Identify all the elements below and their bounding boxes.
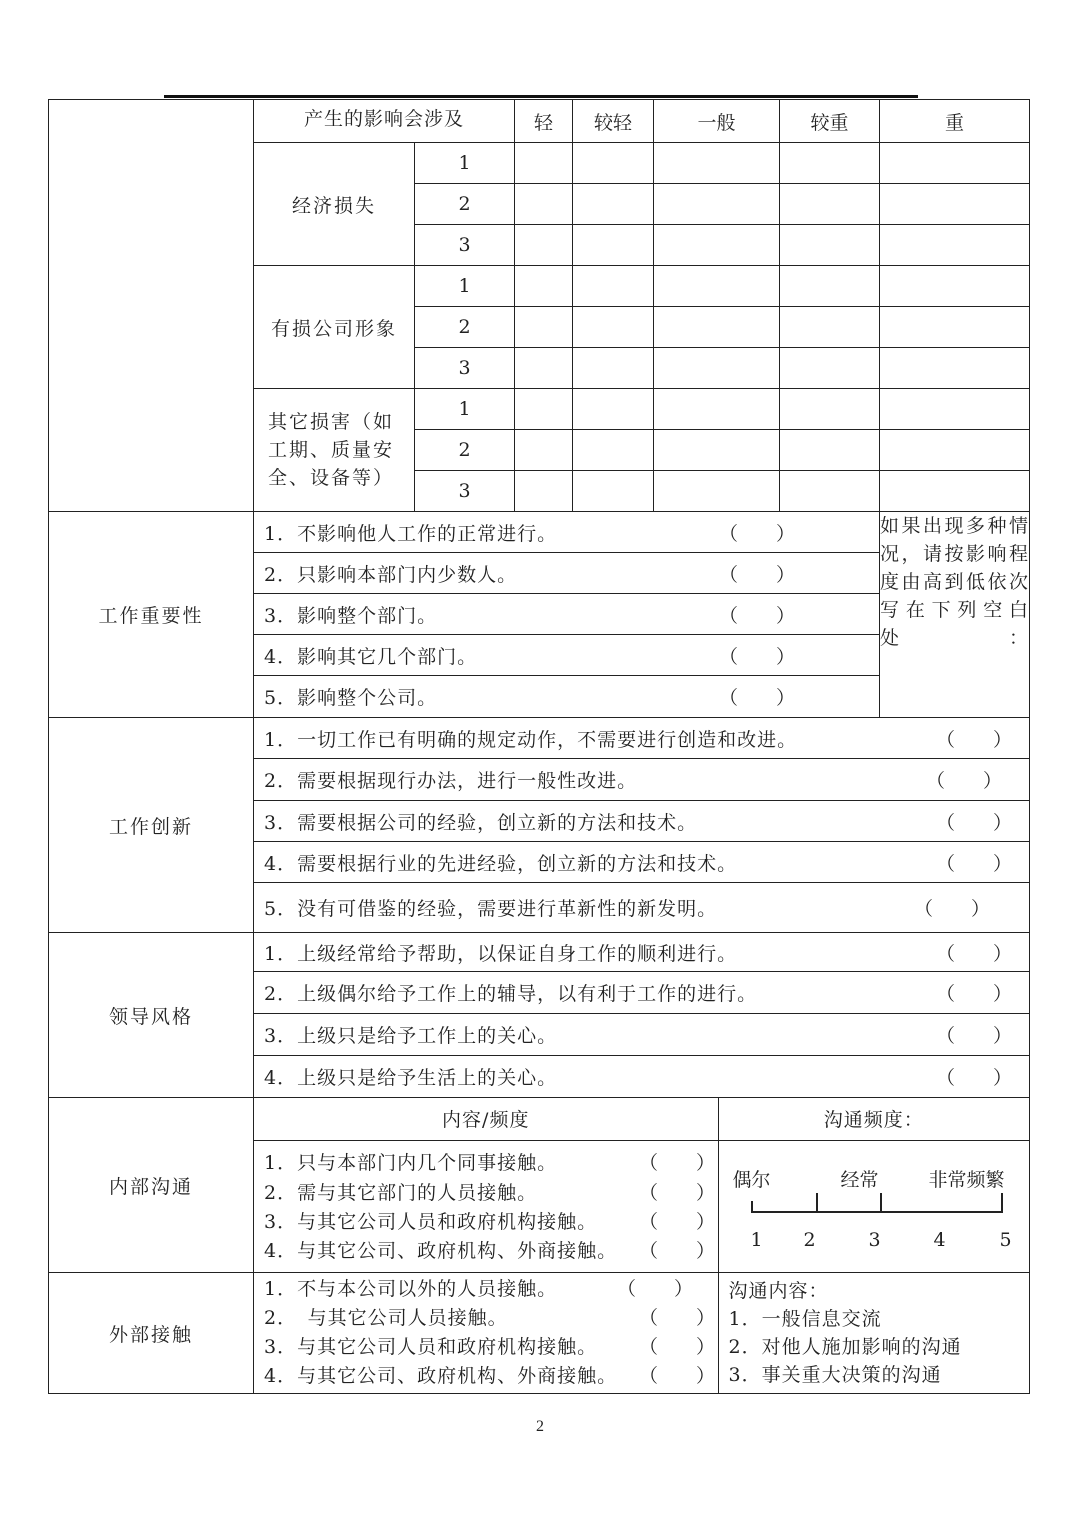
external-block xyxy=(254,1273,1030,1394)
option-item[interactable]: 1．一切工作已有明确的规定动作，不需要进行创造和改进。 （ ） xyxy=(264,728,1013,751)
scale-number: 1 xyxy=(750,1228,763,1251)
rating-cell[interactable] xyxy=(515,389,573,430)
scale-label-often: 经常 xyxy=(840,1168,879,1191)
page-number: 2 xyxy=(536,1418,544,1435)
rating-cell[interactable] xyxy=(780,389,880,430)
rating-cell[interactable] xyxy=(654,225,780,266)
scale-tick xyxy=(816,1193,818,1213)
rating-cell[interactable] xyxy=(515,348,573,389)
section-title-importance: 工作重要性 xyxy=(49,512,254,718)
row-number: 2 xyxy=(415,184,515,225)
option-item[interactable]: 1．只与本部门内几个同事接触。 （ ） xyxy=(264,1152,716,1174)
option-item[interactable]: 1．不与本公司以外的人员接触。 （ ） xyxy=(264,1278,694,1300)
option-item[interactable]: 4．与其它公司、政府机构、外商接触。 （ ） xyxy=(264,1364,716,1387)
scale-number: 4 xyxy=(933,1228,946,1251)
rating-cell[interactable] xyxy=(573,471,654,512)
scale-number: 3 xyxy=(868,1228,881,1251)
option-item[interactable]: 5．影响整个公司。 （ ） xyxy=(264,687,796,709)
rating-cell[interactable] xyxy=(654,430,780,471)
rating-cell[interactable] xyxy=(780,471,880,512)
content-header: 内容/频度 xyxy=(254,1098,718,1140)
option-item[interactable]: 3．影响整个部门。 （ ） xyxy=(264,604,796,627)
rating-cell[interactable] xyxy=(654,307,780,348)
option-item[interactable]: 2． 与其它公司人员接触。 （ ） xyxy=(264,1307,716,1329)
scale-axis xyxy=(751,1211,1003,1213)
category-label: 经济损失 xyxy=(254,143,415,266)
section-title-innovation: 工作创新 xyxy=(49,718,254,933)
scale-tick xyxy=(1001,1193,1003,1213)
rating-cell[interactable] xyxy=(515,184,573,225)
row-number: 3 xyxy=(415,471,515,512)
internal-block xyxy=(254,1098,1030,1273)
rating-cell[interactable] xyxy=(780,307,880,348)
option-item[interactable]: 1．上级经常给予帮助，以保证自身工作的顺利进行。 （ ） xyxy=(264,942,1013,965)
level-header: 较轻 xyxy=(573,100,654,143)
rating-cell[interactable] xyxy=(880,348,1030,389)
scale-number: 5 xyxy=(999,1228,1012,1251)
scale-label-very-frequent: 非常频繁 xyxy=(928,1168,1005,1191)
rating-cell[interactable] xyxy=(573,266,654,307)
option-item[interactable]: 1．不影响他人工作的正常进行。 （ ） xyxy=(264,522,796,545)
category-label: 有损公司形象 xyxy=(254,266,415,389)
scale-tick xyxy=(880,1193,882,1213)
rating-cell[interactable] xyxy=(515,266,573,307)
row-number: 3 xyxy=(415,225,515,266)
rating-cell[interactable] xyxy=(880,184,1030,225)
option-item[interactable]: 4．影响其它几个部门。 （ ） xyxy=(264,645,796,668)
communication-content xyxy=(718,1273,1029,1393)
rating-cell[interactable] xyxy=(573,143,654,184)
option-item[interactable]: 3．需要根据公司的经验，创立新的方法和技术。 （ ） xyxy=(264,811,1013,834)
category-label: 其它损害（如工期、质量安全、设备等） xyxy=(254,389,415,512)
top-rule xyxy=(164,95,918,98)
level-header: 一般 xyxy=(654,100,780,143)
row-number: 2 xyxy=(415,430,515,471)
rating-cell[interactable] xyxy=(573,430,654,471)
content-item: 2．对他人施加影响的沟通 xyxy=(728,1336,962,1358)
section-title-leadership: 领导风格 xyxy=(49,933,254,1098)
row-number: 1 xyxy=(415,143,515,184)
rating-cell[interactable] xyxy=(880,307,1030,348)
rating-cell[interactable] xyxy=(654,389,780,430)
importance-options xyxy=(254,512,880,718)
impact-header-label: 产生的影响会涉及 xyxy=(254,100,515,143)
rating-cell[interactable] xyxy=(654,471,780,512)
rating-cell[interactable] xyxy=(654,348,780,389)
innovation-options xyxy=(254,718,1030,933)
option-item[interactable]: 3．与其它公司人员和政府机构接触。 （ ） xyxy=(264,1336,716,1358)
option-item[interactable]: 4．与其它公司、政府机构、外商接触。 （ ） xyxy=(264,1239,716,1262)
rating-cell[interactable] xyxy=(780,225,880,266)
rating-cell[interactable] xyxy=(573,225,654,266)
rating-cell[interactable] xyxy=(880,225,1030,266)
rating-cell[interactable] xyxy=(515,430,573,471)
rating-cell[interactable] xyxy=(780,143,880,184)
rating-cell[interactable] xyxy=(880,389,1030,430)
option-item[interactable]: 2．上级偶尔给予工作上的辅导，以有利于工作的进行。 （ ） xyxy=(264,983,1013,1005)
section-title-internal: 内部沟通 xyxy=(49,1098,254,1273)
section-title-external: 外部接触 xyxy=(49,1273,254,1394)
option-item[interactable]: 4．上级只是给予生活上的关心。 （ ） xyxy=(264,1067,1013,1089)
rating-cell[interactable] xyxy=(780,266,880,307)
job-evaluation-table xyxy=(48,99,1030,1394)
scale-number: 2 xyxy=(803,1228,816,1251)
row-number: 2 xyxy=(415,307,515,348)
rating-cell[interactable] xyxy=(573,389,654,430)
rating-cell[interactable] xyxy=(880,266,1030,307)
rating-cell[interactable] xyxy=(880,471,1030,512)
row-number: 1 xyxy=(415,266,515,307)
frequency-header: 沟通频度： xyxy=(718,1098,1029,1140)
content-item: 3．事关重大决策的沟通 xyxy=(728,1364,942,1386)
option-item[interactable]: 3．与其它公司人员和政府机构接触。 （ ） xyxy=(264,1210,716,1233)
rating-cell[interactable] xyxy=(880,143,1030,184)
rating-cell[interactable] xyxy=(654,184,780,225)
scale-tick xyxy=(751,1201,753,1213)
option-item[interactable]: 2．只影响本部门内少数人。 （ ） xyxy=(264,563,796,586)
option-item[interactable]: 2．需与其它部门的人员接触。 （ ） xyxy=(264,1181,716,1204)
option-item[interactable]: 5．没有可借鉴的经验，需要进行革新性的新发明。 （ ） xyxy=(264,898,991,920)
content-title: 沟通内容： xyxy=(728,1280,829,1302)
rating-cell[interactable] xyxy=(780,348,880,389)
rating-cell[interactable] xyxy=(515,471,573,512)
rating-cell[interactable] xyxy=(780,430,880,471)
rating-cell[interactable] xyxy=(515,307,573,348)
content-item: 1．一般信息交流 xyxy=(728,1308,882,1330)
rating-cell[interactable] xyxy=(573,307,654,348)
frequency-scale xyxy=(718,1140,1029,1272)
rating-cell[interactable] xyxy=(654,266,780,307)
rating-cell[interactable] xyxy=(515,225,573,266)
row-number: 1 xyxy=(415,389,515,430)
rating-cell[interactable] xyxy=(573,348,654,389)
row-number: 3 xyxy=(415,348,515,389)
rating-cell[interactable] xyxy=(880,430,1030,471)
impact-section-blank xyxy=(49,100,254,512)
rating-cell[interactable] xyxy=(515,143,573,184)
leadership-options xyxy=(254,933,1030,1098)
scale-label-occasional: 偶尔 xyxy=(732,1168,771,1191)
rating-cell[interactable] xyxy=(654,143,780,184)
level-header: 轻 xyxy=(515,100,573,143)
rating-cell[interactable] xyxy=(780,184,880,225)
importance-note: 如果出现多种情况，请按影响程度由高到低依次写在下列空白处： xyxy=(880,512,1030,718)
option-item[interactable]: 3．上级只是给予工作上的关心。 （ ） xyxy=(264,1025,1013,1047)
option-item[interactable]: 4．需要根据行业的先进经验，创立新的方法和技术。 （ ） xyxy=(264,852,1013,875)
level-header: 较重 xyxy=(780,100,880,143)
rating-cell[interactable] xyxy=(573,184,654,225)
level-header: 重 xyxy=(880,100,1030,143)
option-item[interactable]: 2．需要根据现行办法，进行一般性改进。 （ ） xyxy=(264,770,1003,792)
